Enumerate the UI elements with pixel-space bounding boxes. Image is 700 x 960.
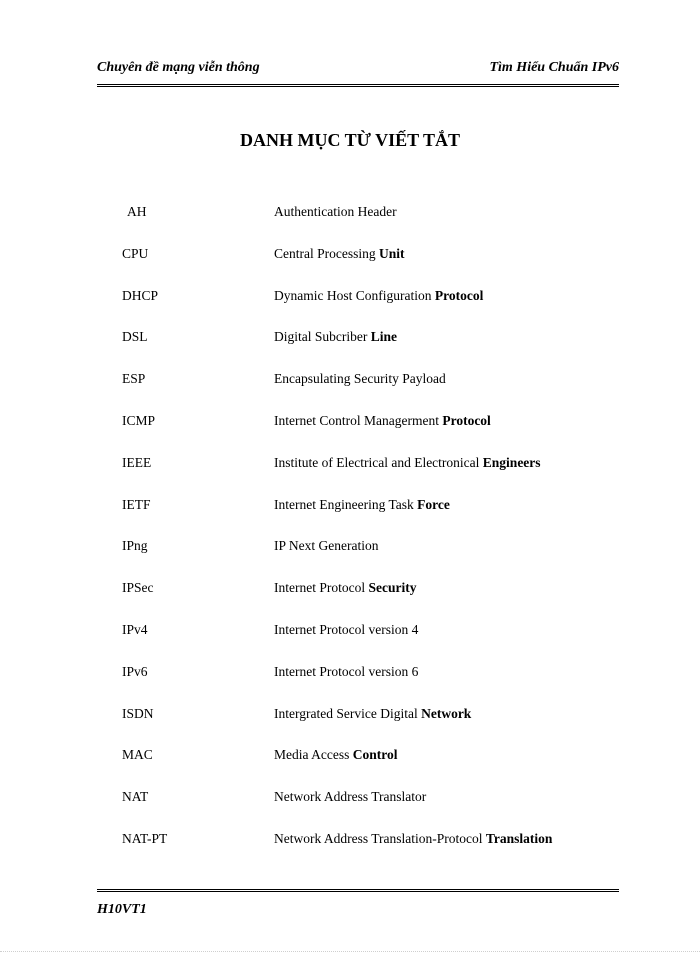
abbreviation-row — [0, 246, 700, 288]
abbreviation-row — [0, 664, 700, 706]
abbreviation: IPv4 — [122, 621, 148, 637]
description-text: Internet Protocol version 4 — [274, 621, 419, 637]
description-bold-word: Engineers — [482, 454, 541, 470]
abbreviation-row — [0, 288, 700, 330]
abbreviation: ISDN — [122, 705, 154, 721]
footer-rule — [97, 889, 619, 892]
header-left-text: Chuyên đề mạng viễn thông — [97, 60, 260, 75]
abbreviation-row — [0, 580, 700, 622]
page-footer: H10VT1 — [97, 902, 147, 917]
abbreviation: AH — [127, 204, 147, 219]
abbreviation-description — [274, 246, 405, 262]
abbreviation: IPng — [122, 538, 148, 554]
description-text: Internet Control Managerment — [274, 412, 443, 428]
abbreviation-row — [0, 413, 700, 455]
abbreviation-row — [0, 455, 700, 497]
description-text: IP Next Generation — [274, 538, 379, 554]
abbreviation-description — [274, 580, 416, 596]
page-break-line — [0, 951, 700, 952]
abbreviation-description — [274, 831, 552, 847]
abbreviation-row — [0, 329, 700, 371]
description-bold-word: Control — [352, 747, 398, 763]
description-bold-word: Network — [421, 705, 472, 721]
abbreviation-row — [0, 204, 700, 246]
abbreviation-description — [274, 455, 541, 471]
abbreviation-description — [274, 413, 491, 429]
header-right-text: Tìm Hiểu Chuẩn IPv6 — [489, 60, 619, 75]
abbreviation-row — [0, 538, 700, 580]
abbreviation-row — [0, 747, 700, 789]
abbreviation-description — [274, 622, 418, 638]
description-text: Internet Protocol version 6 — [274, 663, 419, 679]
description-text: Encapsulating Security Payload — [274, 371, 446, 387]
abbreviation: ESP — [122, 371, 146, 387]
abbreviation-description — [274, 204, 397, 220]
abbreviation-description — [274, 371, 446, 387]
abbreviation: IEEE — [122, 454, 152, 470]
description-bold-word: Unit — [378, 245, 405, 261]
abbreviation-row — [0, 831, 700, 873]
description-bold-word: Line — [370, 329, 397, 345]
abbreviation: MAC — [122, 747, 153, 763]
abbreviation-row — [0, 497, 700, 539]
page-header — [97, 60, 619, 84]
abbreviation-row — [0, 371, 700, 413]
abbreviation: NAT-PT — [122, 830, 168, 846]
abbreviation: IPSec — [122, 580, 154, 596]
abbreviation-list — [0, 204, 700, 873]
abbreviation-description — [274, 664, 418, 680]
abbreviation: DSL — [122, 329, 148, 345]
description-bold-word: Force — [417, 496, 450, 512]
description-text: Network Address Translator — [274, 789, 427, 805]
description-bold-word: Protocol — [442, 412, 491, 428]
description-text: Media Access — [274, 747, 353, 763]
abbreviation: IETF — [122, 496, 151, 512]
description-text: Dynamic Host Configuration — [274, 287, 435, 303]
description-bold-word: Translation — [485, 830, 553, 846]
description-text: Network Address Translation-Protocol — [274, 830, 486, 846]
page-title: DANH MỤC TỪ VIẾT TẮT — [239, 130, 461, 150]
abbreviation-row — [0, 622, 700, 664]
abbreviation-description — [274, 329, 397, 345]
abbreviation: IPv6 — [122, 663, 148, 679]
abbreviation-description — [274, 288, 483, 304]
description-text: Internet Engineering Task — [274, 496, 418, 512]
description-bold-word: Security — [368, 580, 417, 596]
abbreviation-description — [274, 789, 426, 805]
description-text: Intergrated Service Digital — [274, 705, 422, 721]
abbreviation: DHCP — [122, 287, 159, 303]
abbreviation: NAT — [122, 789, 149, 805]
header-rule — [97, 84, 619, 87]
abbreviation-row — [0, 789, 700, 831]
description-text: Internet Protocol — [274, 580, 369, 596]
description-bold-word: Protocol — [434, 287, 484, 303]
abbreviation-description — [274, 497, 450, 513]
description-text: Institute of Electrical and Electronical — [274, 454, 483, 470]
abbreviation-description — [274, 538, 378, 554]
description-text: Digital Subcriber — [274, 329, 371, 345]
description-text: Central Processing — [274, 245, 379, 261]
abbreviation-description — [274, 706, 471, 722]
abbreviation-description — [274, 747, 398, 763]
abbreviation-row — [0, 706, 700, 748]
description-text: Authentication Header — [274, 204, 397, 219]
abbreviation: CPU — [122, 245, 149, 261]
abbreviation: ICMP — [122, 412, 156, 428]
